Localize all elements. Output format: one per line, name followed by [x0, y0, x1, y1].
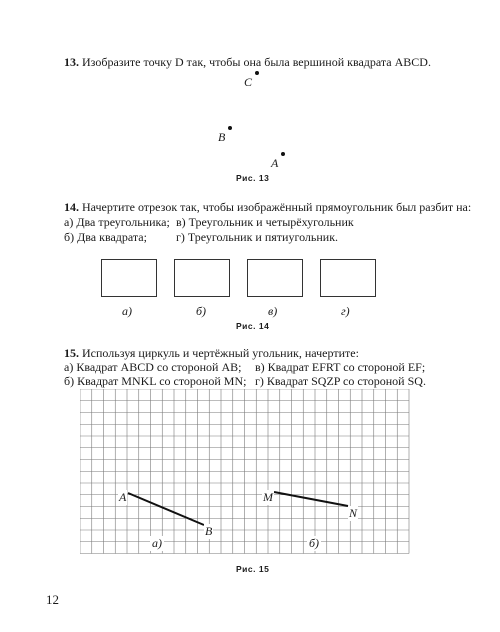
point-c-label: C	[244, 75, 253, 89]
task-15-option-v: в) Квадрат EFRT со стороной EF;	[255, 360, 426, 374]
point-a-label: A	[271, 156, 279, 170]
task-14-option-b: б) Два квадрата;	[64, 230, 147, 244]
point-n-grid-label: N	[349, 506, 358, 520]
task-15-text: Используя циркуль и чертёжный угольник, начертите:	[82, 346, 359, 360]
rectangle-b	[174, 259, 230, 297]
rectangle-v	[247, 259, 303, 297]
task-14-statement	[64, 200, 471, 214]
point-b-grid-label: B	[205, 524, 213, 538]
segment-mn	[274, 492, 348, 506]
grid-label-b: б)	[309, 536, 320, 550]
figure-13-caption: Рис. 13	[236, 173, 270, 183]
point-m-grid-label: M	[263, 490, 273, 504]
figure-15-caption: Рис. 15	[236, 564, 270, 574]
rectangle-v-label: в)	[268, 304, 278, 318]
point-c-dot	[255, 71, 259, 75]
task-14-text: Начертите отрезок так, чтобы изображённый прямоугольник был разбит на:	[82, 200, 472, 214]
rectangle-b-label: б)	[196, 304, 207, 318]
segment-ab	[128, 493, 204, 525]
point-b-dot	[228, 126, 232, 130]
grid-lines	[80, 389, 409, 554]
task-13-statement	[64, 55, 431, 69]
task-14-option-g: г) Треугольник и пятиугольник.	[176, 230, 339, 244]
page-number: 12	[46, 592, 59, 607]
task-14-option-a: а) Два треугольника;	[64, 215, 170, 229]
task-15-option-a: а) Квадрат ABCD со стороной AB;	[64, 360, 242, 374]
task-15-option-b: б) Квадрат MNKL со стороной MN;	[64, 374, 247, 388]
task-14-number: 14.	[64, 200, 79, 214]
point-b-label: B	[218, 130, 226, 144]
task-13-text: Изобразите точку D так, чтобы она была вершиной квадрата ABCD.	[82, 55, 431, 69]
task-15-number: 15.	[64, 346, 79, 360]
rectangle-g	[320, 259, 376, 297]
rectangle-g-label: г)	[341, 304, 350, 318]
rectangle-a-label: а)	[122, 304, 132, 318]
task-15-statement	[64, 346, 359, 360]
point-a-dot	[281, 152, 285, 156]
task-13-number: 13.	[64, 55, 79, 69]
rectangle-a	[101, 259, 157, 297]
figure-14-caption: Рис. 14	[236, 321, 270, 331]
task-15-option-g: г) Квадрат SQZP со стороной SQ.	[255, 374, 426, 388]
grid-figure	[80, 389, 410, 559]
point-a-grid-label: A	[119, 490, 127, 504]
task-14-option-v: в) Треугольник и четырёхугольник	[176, 215, 354, 229]
grid-label-a: а)	[152, 536, 162, 550]
